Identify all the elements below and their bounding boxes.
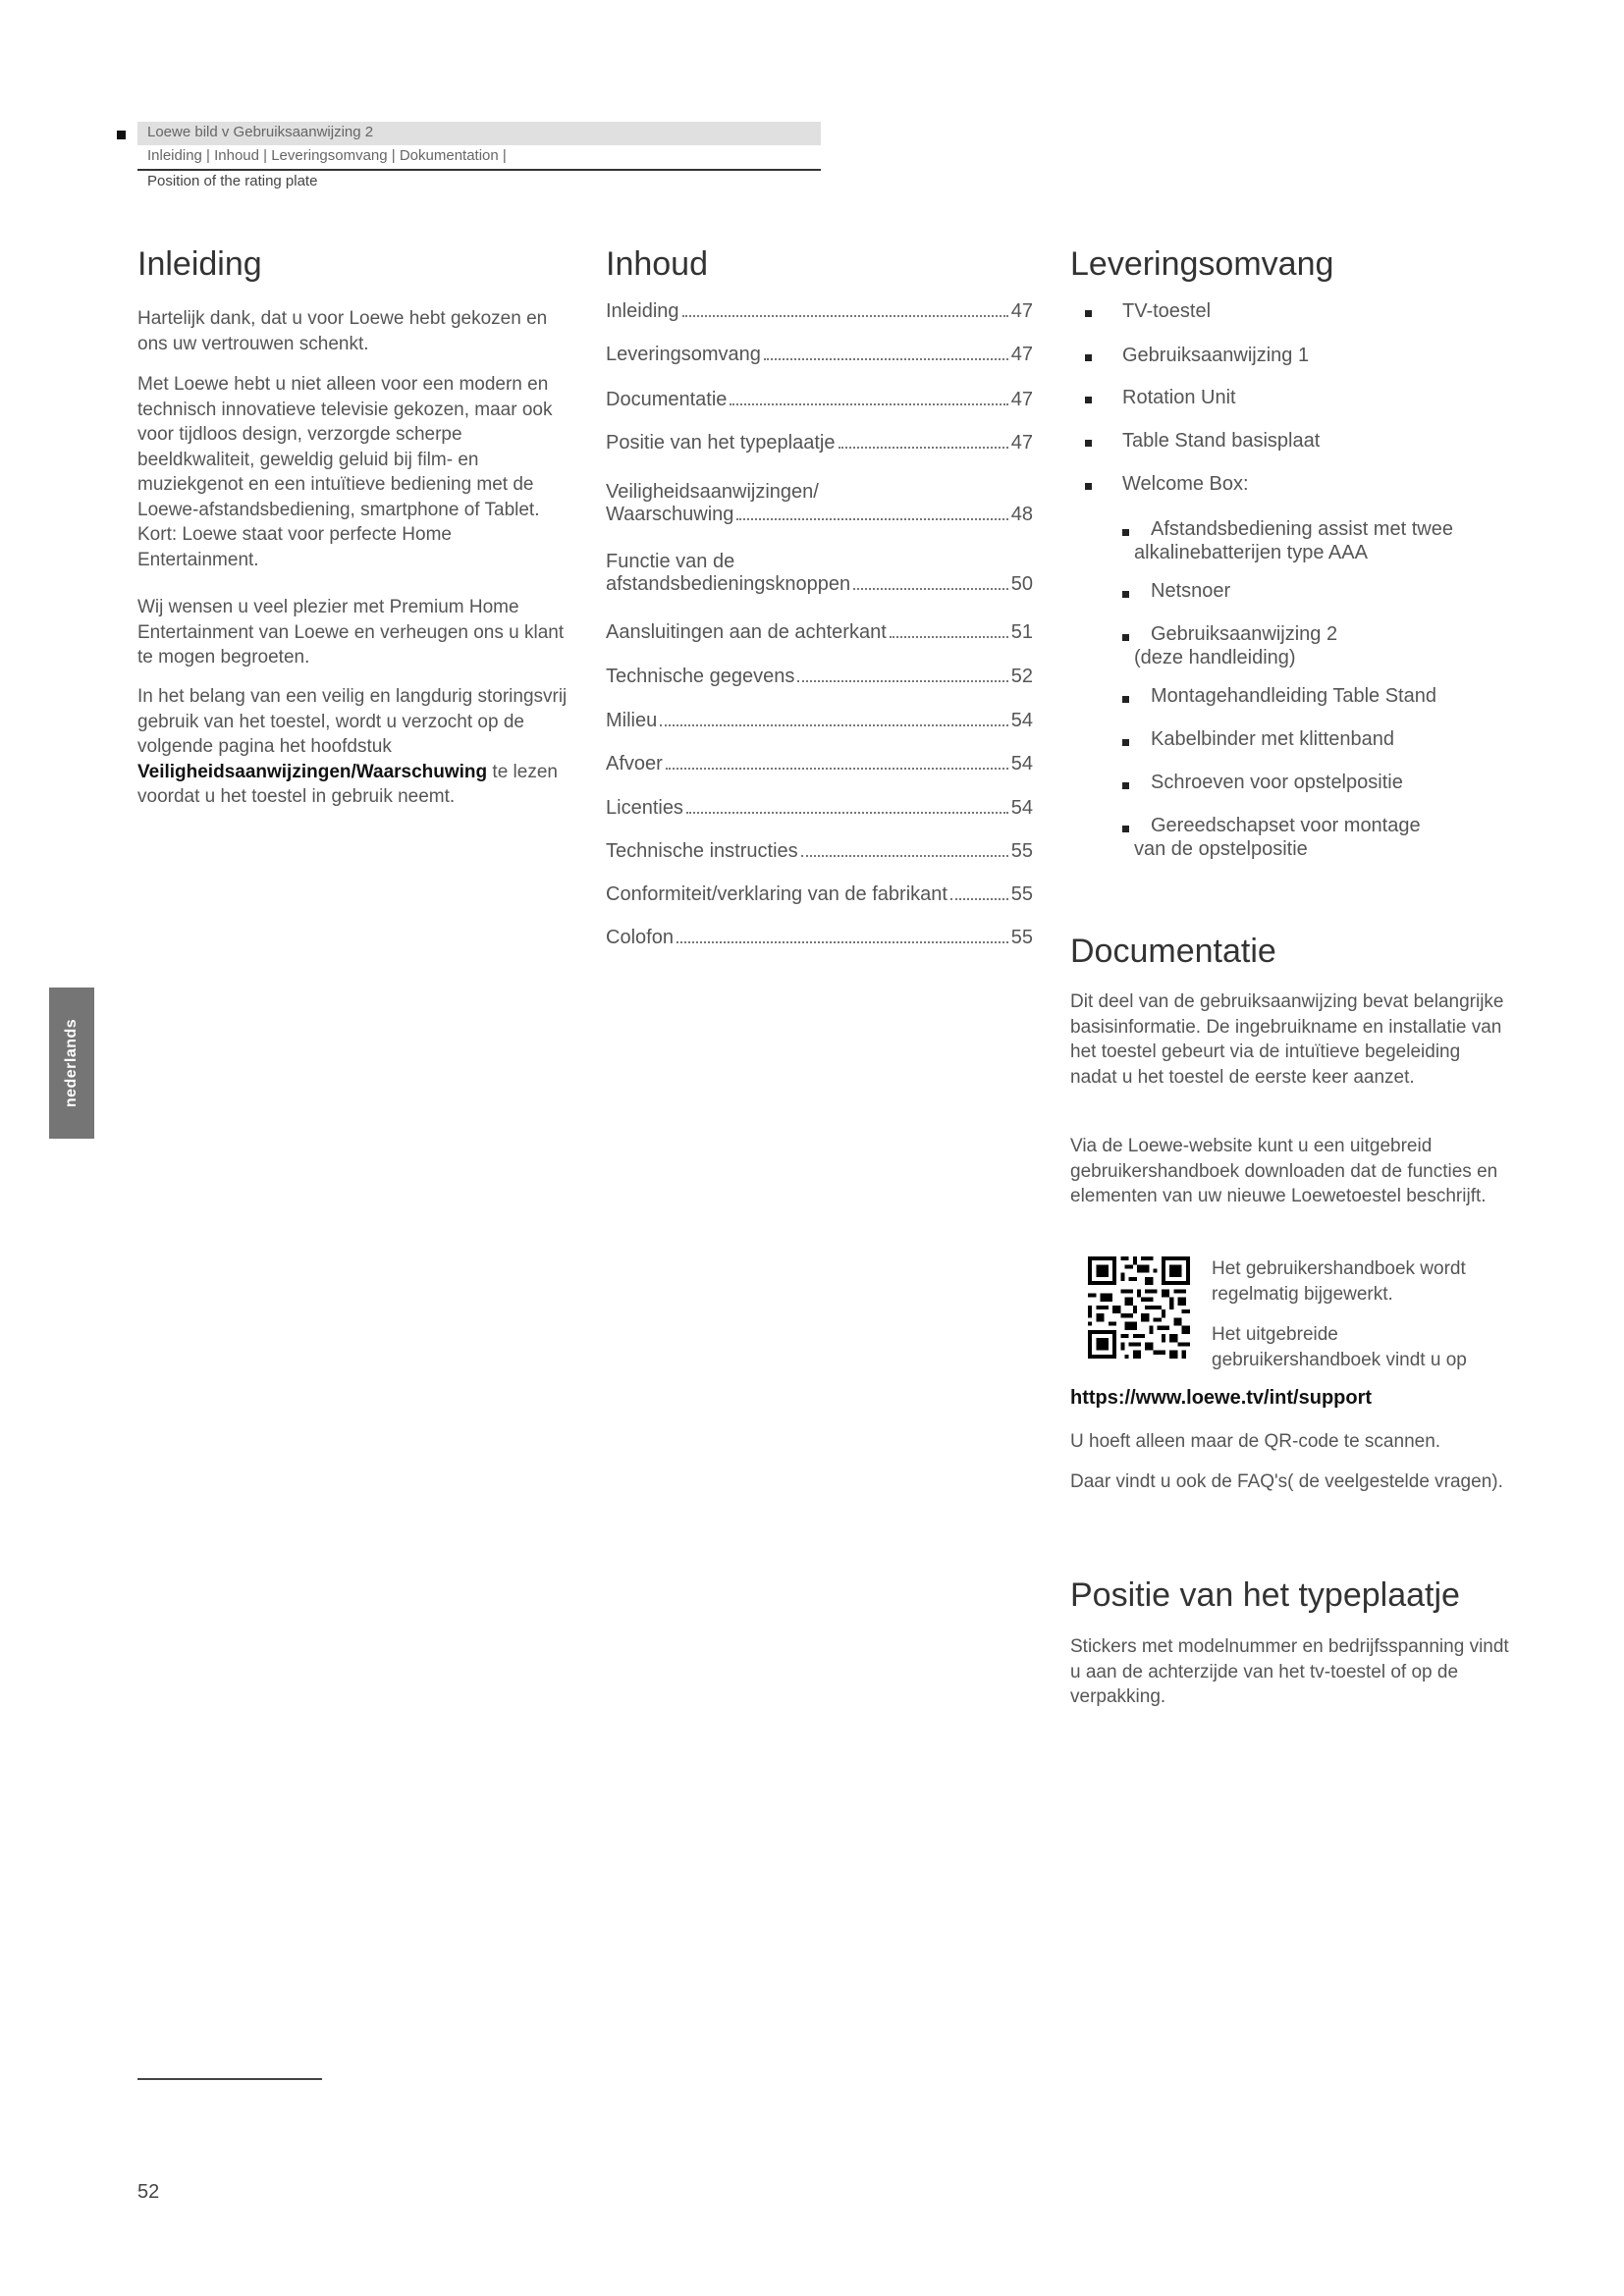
documentatie-title: Documentatie <box>1070 933 1276 970</box>
list-item-label: Welcome Box: <box>1122 473 1249 495</box>
toc-entry[interactable] <box>606 300 1033 323</box>
toc-dot-leader <box>682 315 1008 317</box>
toc-dot-leader <box>797 680 1007 682</box>
sub-list-item-label: Gereedschapset voor montage <box>1151 815 1421 836</box>
toc-entry[interactable] <box>606 797 1033 820</box>
toc-entry[interactable] <box>606 710 1033 732</box>
toc-entry-page: 47 <box>1010 344 1033 365</box>
toc-entry-label: Leveringsomvang <box>606 344 761 365</box>
toc-entry[interactable] <box>606 389 1033 411</box>
toc-entry-label: Milieu <box>606 710 658 731</box>
toc-entry[interactable] <box>606 883 1033 906</box>
footnote-rule <box>137 2078 322 2080</box>
toc-entry[interactable] <box>606 481 1033 526</box>
bullet-icon <box>1085 483 1092 490</box>
toc-dot-leader <box>666 768 1008 770</box>
page-number: 52 <box>137 2181 160 2203</box>
header-subtitle: Position of the rating plate <box>147 173 318 189</box>
header-bullet <box>117 131 126 139</box>
documentatie-paragraph-2: Via de Loewe-website kunt u een uitgebreid gebruikershandboek downloaden dat de functies en elementen van uw nieuwe Loewetoestel beschrijft. <box>1070 1136 1498 1206</box>
typeplaatje-title: Positie van het typeplaatje <box>1070 1576 1460 1614</box>
bullet-icon <box>1122 739 1129 746</box>
language-side-tab <box>49 988 94 1139</box>
inleiding-paragraph-4 <box>137 684 569 810</box>
bullet-icon <box>1122 696 1129 703</box>
support-link[interactable]: https://www.loewe.tv/int/support <box>1070 1387 1373 1409</box>
toc-entry-label: Technische gegevens <box>606 666 795 687</box>
toc-entry[interactable] <box>606 621 1033 644</box>
toc-entry-label-line1: Veiligheidsaanwijzingen/ <box>606 481 819 503</box>
toc-entry-page: 54 <box>1010 797 1033 819</box>
toc-dot-leader <box>801 855 1008 857</box>
toc-dot-leader <box>730 403 1007 405</box>
toc-entry-page: 55 <box>1010 883 1033 905</box>
sub-list-item-label-cont: (deze handleiding) <box>1134 647 1296 668</box>
list-item-label: Rotation Unit <box>1122 387 1236 408</box>
toc-entry-label: Positie van het typeplaatje <box>606 432 836 454</box>
toc-dot-leader <box>853 588 1008 590</box>
header-rule <box>137 169 821 171</box>
inhoud-title: Inhoud <box>606 245 708 283</box>
documentatie-paragraph-3: U hoeft alleen maar de QR-code te scannen. <box>1070 1431 1441 1452</box>
toc-entry-page: 50 <box>1010 573 1033 595</box>
header-product-title: Loewe bild v Gebruiksaanwijzing 2 <box>147 124 374 140</box>
documentatie-paragraph-4: Daar vindt u ook de FAQ's( de veelgestelde vragen). <box>1070 1471 1503 1492</box>
inleiding-paragraph-2: Met Loewe hebt u niet alleen voor een modern en technisch innovatieve televisie gekozen, maar ook voor tijdloos design, verzorgde scherpe beeldkwaliteit, geweldig geluid bij film- en muziekgenot en een intuïtieve bediening met de Loewe-afstandsbediening, smartphone of Tablet. Kort: Loewe staat voor perfecte Home Entertainment. <box>137 374 553 570</box>
toc-dot-leader <box>736 518 1007 520</box>
inleiding-paragraph-1: Hartelijk dank, dat u voor Loewe hebt gekozen en ons uw vertrouwen schenkt. <box>137 308 548 354</box>
header-breadcrumb: Inleiding | Inhoud | Leveringsomvang | Dokumentation | <box>147 147 507 164</box>
safety-chapter-reference: Veiligheidsaanwijzingen/Waarschuwing <box>137 761 488 782</box>
list-item-label: TV-toestel <box>1122 300 1212 322</box>
sub-list-item-label: Afstandsbediening assist met twee <box>1151 518 1453 540</box>
toc-entry-label: afstandsbedieningsknoppen <box>606 573 851 595</box>
toc-entry-label: Colofon <box>606 927 674 948</box>
bullet-icon <box>1122 591 1129 598</box>
bullet-icon <box>1122 826 1129 832</box>
inleiding-p4-start: In het belang van een veilig en langdurig storingsvrij gebruik van het toestel, wordt u verzocht op de volgende pagina het hoofdstuk <box>137 686 568 757</box>
toc-entry-page: 55 <box>1010 927 1033 948</box>
toc-dot-leader <box>686 812 1008 814</box>
inleiding-title: Inleiding <box>137 245 262 283</box>
toc-entry[interactable] <box>606 753 1033 775</box>
toc-entry-label: Waarschuwing <box>606 504 734 525</box>
bullet-icon <box>1122 529 1129 536</box>
toc-entry-label: Aansluitingen aan de achterkant <box>606 621 887 643</box>
toc-dot-leader <box>839 447 1008 449</box>
toc-entry-page: 51 <box>1010 621 1033 643</box>
toc-entry[interactable] <box>606 666 1033 688</box>
toc-entry[interactable] <box>606 344 1033 366</box>
toc-dot-leader <box>950 898 1008 900</box>
typeplaatje-paragraph: Stickers met modelnummer en bedrijfsspanning vindt u aan de achterzijde van het tv-toestel of op de verpakking. <box>1070 1636 1509 1707</box>
bullet-icon <box>1122 782 1129 789</box>
toc-entry-page: 47 <box>1010 389 1033 410</box>
toc-entry-label: Documentatie <box>606 389 728 410</box>
toc-dot-leader <box>764 358 1008 360</box>
toc-entry-page: 54 <box>1010 710 1033 731</box>
toc-entry-label-line1: Functie van de <box>606 551 735 572</box>
toc-entry-page: 52 <box>1010 666 1033 687</box>
sub-list-item-label: Gebruiksaanwijzing 2 <box>1151 623 1338 645</box>
inleiding-paragraph-3: Wij wensen u veel plezier met Premium Home Entertainment van Loewe en verheugen ons u klant te mogen begroeten. <box>137 597 565 667</box>
toc-entry-page: 47 <box>1010 300 1033 322</box>
sub-list-item-label-cont: alkalinebatterijen type AAA <box>1134 542 1368 563</box>
qr-code-icon[interactable] <box>1088 1256 1190 1359</box>
bullet-icon <box>1085 354 1092 361</box>
toc-entry[interactable] <box>606 840 1033 863</box>
leveringsomvang-title: Leveringsomvang <box>1070 245 1334 283</box>
toc-entry[interactable] <box>606 551 1033 596</box>
toc-dot-leader <box>660 724 1008 726</box>
toc-dot-leader <box>890 636 1008 638</box>
sub-list-item-label-cont: van de opstelpositie <box>1134 838 1308 860</box>
list-item-label: Table Stand basisplaat <box>1122 430 1321 452</box>
language-side-tab-label: nederlands <box>63 1018 80 1108</box>
toc-entry-page: 55 <box>1010 840 1033 862</box>
toc-entry-label: Technische instructies <box>606 840 798 862</box>
toc-entry-label: Conformiteit/verklaring van de fabrikant <box>606 883 947 905</box>
toc-entry-label: Afvoer <box>606 753 663 774</box>
toc-entry[interactable] <box>606 927 1033 949</box>
toc-entry[interactable] <box>606 432 1033 454</box>
toc-entry-page: 47 <box>1010 432 1033 454</box>
toc-entry-page: 48 <box>1010 504 1033 525</box>
sub-list-item-label: Schroeven voor opstelpositie <box>1151 772 1403 793</box>
bullet-icon <box>1085 310 1092 317</box>
documentatie-paragraph-1: Dit deel van de gebruiksaanwijzing bevat belangrijke basisinformatie. De ingebruikname en installatie van het toestel gebeurt via de intuïtieve begeleiding nadat u het toestel de eerste keer aanzet. <box>1070 991 1504 1088</box>
sub-list-item-label: Netsnoer <box>1151 580 1231 602</box>
bullet-icon <box>1085 440 1092 447</box>
toc-entry-page: 54 <box>1010 753 1033 774</box>
sub-list-item-label: Montagehandleiding Table Stand <box>1151 685 1436 707</box>
qr-paragraph-1: Het gebruikershandboek wordt regelmatig bijgewerkt. <box>1212 1258 1466 1305</box>
bullet-icon <box>1122 634 1129 641</box>
list-item-label: Gebruiksaanwijzing 1 <box>1122 345 1310 366</box>
toc-entry-label: Licenties <box>606 797 683 819</box>
qr-paragraph-2: Het uitgebreide gebruikershandboek vindt u op <box>1212 1324 1467 1370</box>
toc-entry-label: Inleiding <box>606 300 679 322</box>
inleiding-p4-end: te lezen voordat u het toestel in gebruik neemt. <box>137 761 558 807</box>
bullet-icon <box>1085 397 1092 403</box>
sub-list-item-label: Kabelbinder met klittenband <box>1151 728 1394 750</box>
toc-dot-leader <box>677 941 1008 943</box>
